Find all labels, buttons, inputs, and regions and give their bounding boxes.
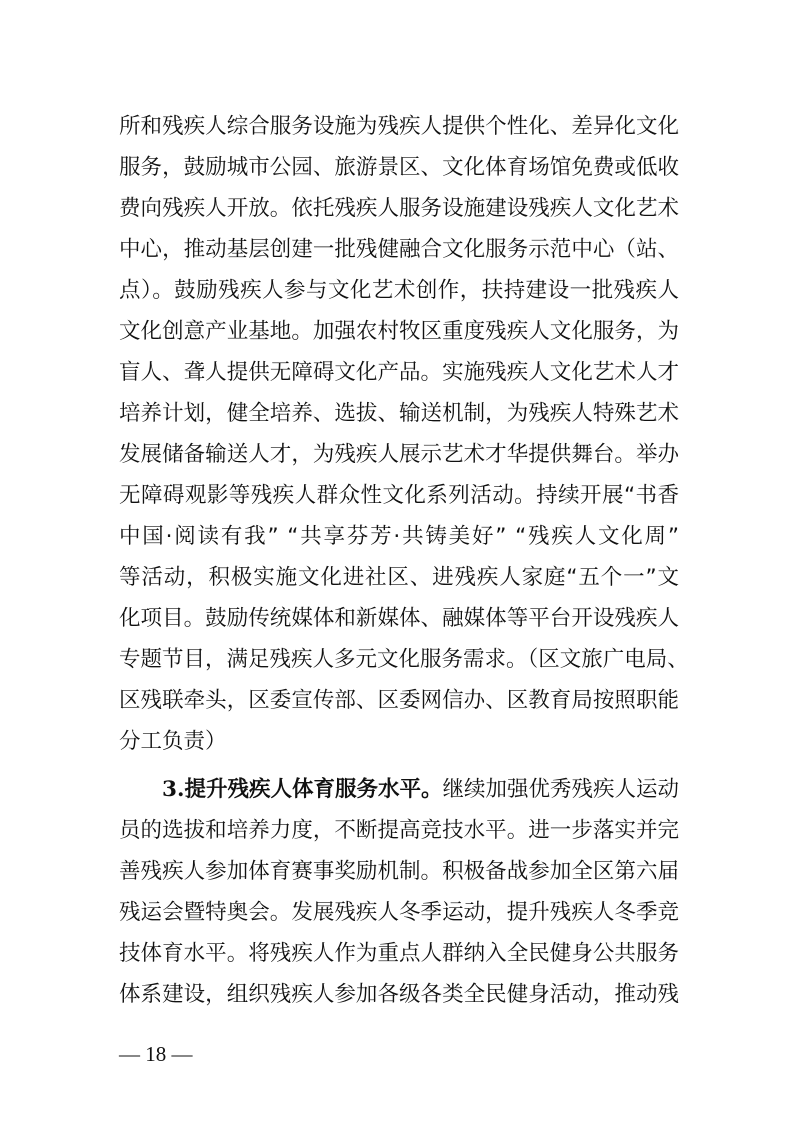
- body-text-line: 所和残疾人综合服务设施为残疾人提供个性化、差异化文化: [119, 114, 679, 139]
- body-text-line: 点）。鼓励残疾人参与文化艺术创作，扶持建设一批残疾人: [119, 278, 679, 303]
- body-text-line: 等活动，积极实施文化进社区、进残疾人家庭“五个一”文: [119, 565, 679, 590]
- section-heading: 3.提升残疾人体育服务水平。: [162, 777, 443, 802]
- body-text-line: 分工负责）: [119, 729, 227, 754]
- body-text-line: 盲人、聋人提供无障碍文化产品。实施残疾人文化艺术人才: [119, 360, 679, 385]
- body-text-line: 化项目。鼓励传统媒体和新媒体、融媒体等平台开设残疾人: [119, 606, 679, 631]
- section-heading-line: [162, 770, 679, 810]
- body-text-line: 残运会暨特奥会。发展残疾人冬季运动，提升残疾人冬季竞: [119, 900, 679, 925]
- body-text-line: 中国·阅读有我” “共享芬芳·共铸美好” “残疾人文化周”: [119, 524, 679, 549]
- body-text-line: 体系建设，组织残疾人参加各级各类全民健身活动，推动残: [119, 982, 679, 1007]
- body-text-line: 专题节目，满足残疾人多元文化服务需求。（区文旅广电局、: [119, 647, 689, 672]
- body-text-line: 善残疾人参加体育赛事奖励机制。积极备战参加全区第六届: [119, 859, 679, 884]
- body-text-line: 区残联牵头，区委宣传部、区委网信办、区教育局按照职能: [119, 688, 679, 713]
- body-text-line: 费向残疾人开放。依托残疾人服务设施建设残疾人文化艺术: [119, 196, 679, 221]
- body-text-line: 技体育水平。将残疾人作为重点人群纳入全民健身公共服务: [119, 941, 679, 966]
- section-heading-continuation: 继续加强优秀残疾人运动: [442, 777, 679, 802]
- body-text-line: 发展储备输送人才，为残疾人展示艺术才华提供舞台。举办: [119, 442, 679, 467]
- body-text-line: 服务，鼓励城市公园、旅游景区、文化体育场馆免费或低收: [119, 155, 679, 180]
- page-number: — 18 —: [119, 1042, 193, 1066]
- body-text-line: 培养计划，健全培养、选拔、输送机制，为残疾人特殊艺术: [119, 401, 679, 426]
- body-text-line: 员的选拔和培养力度，不断提高竞技水平。进一步落实并完: [119, 818, 679, 843]
- body-text-line: 文化创意产业基地。加强农村牧区重度残疾人文化服务，为: [119, 319, 679, 344]
- body-text-line: 中心，推动基层创建一批残健融合文化服务示范中心（站、: [119, 237, 679, 262]
- body-text-line: 无障碍观影等残疾人群众性文化系列活动。持续开展“书香: [119, 483, 679, 508]
